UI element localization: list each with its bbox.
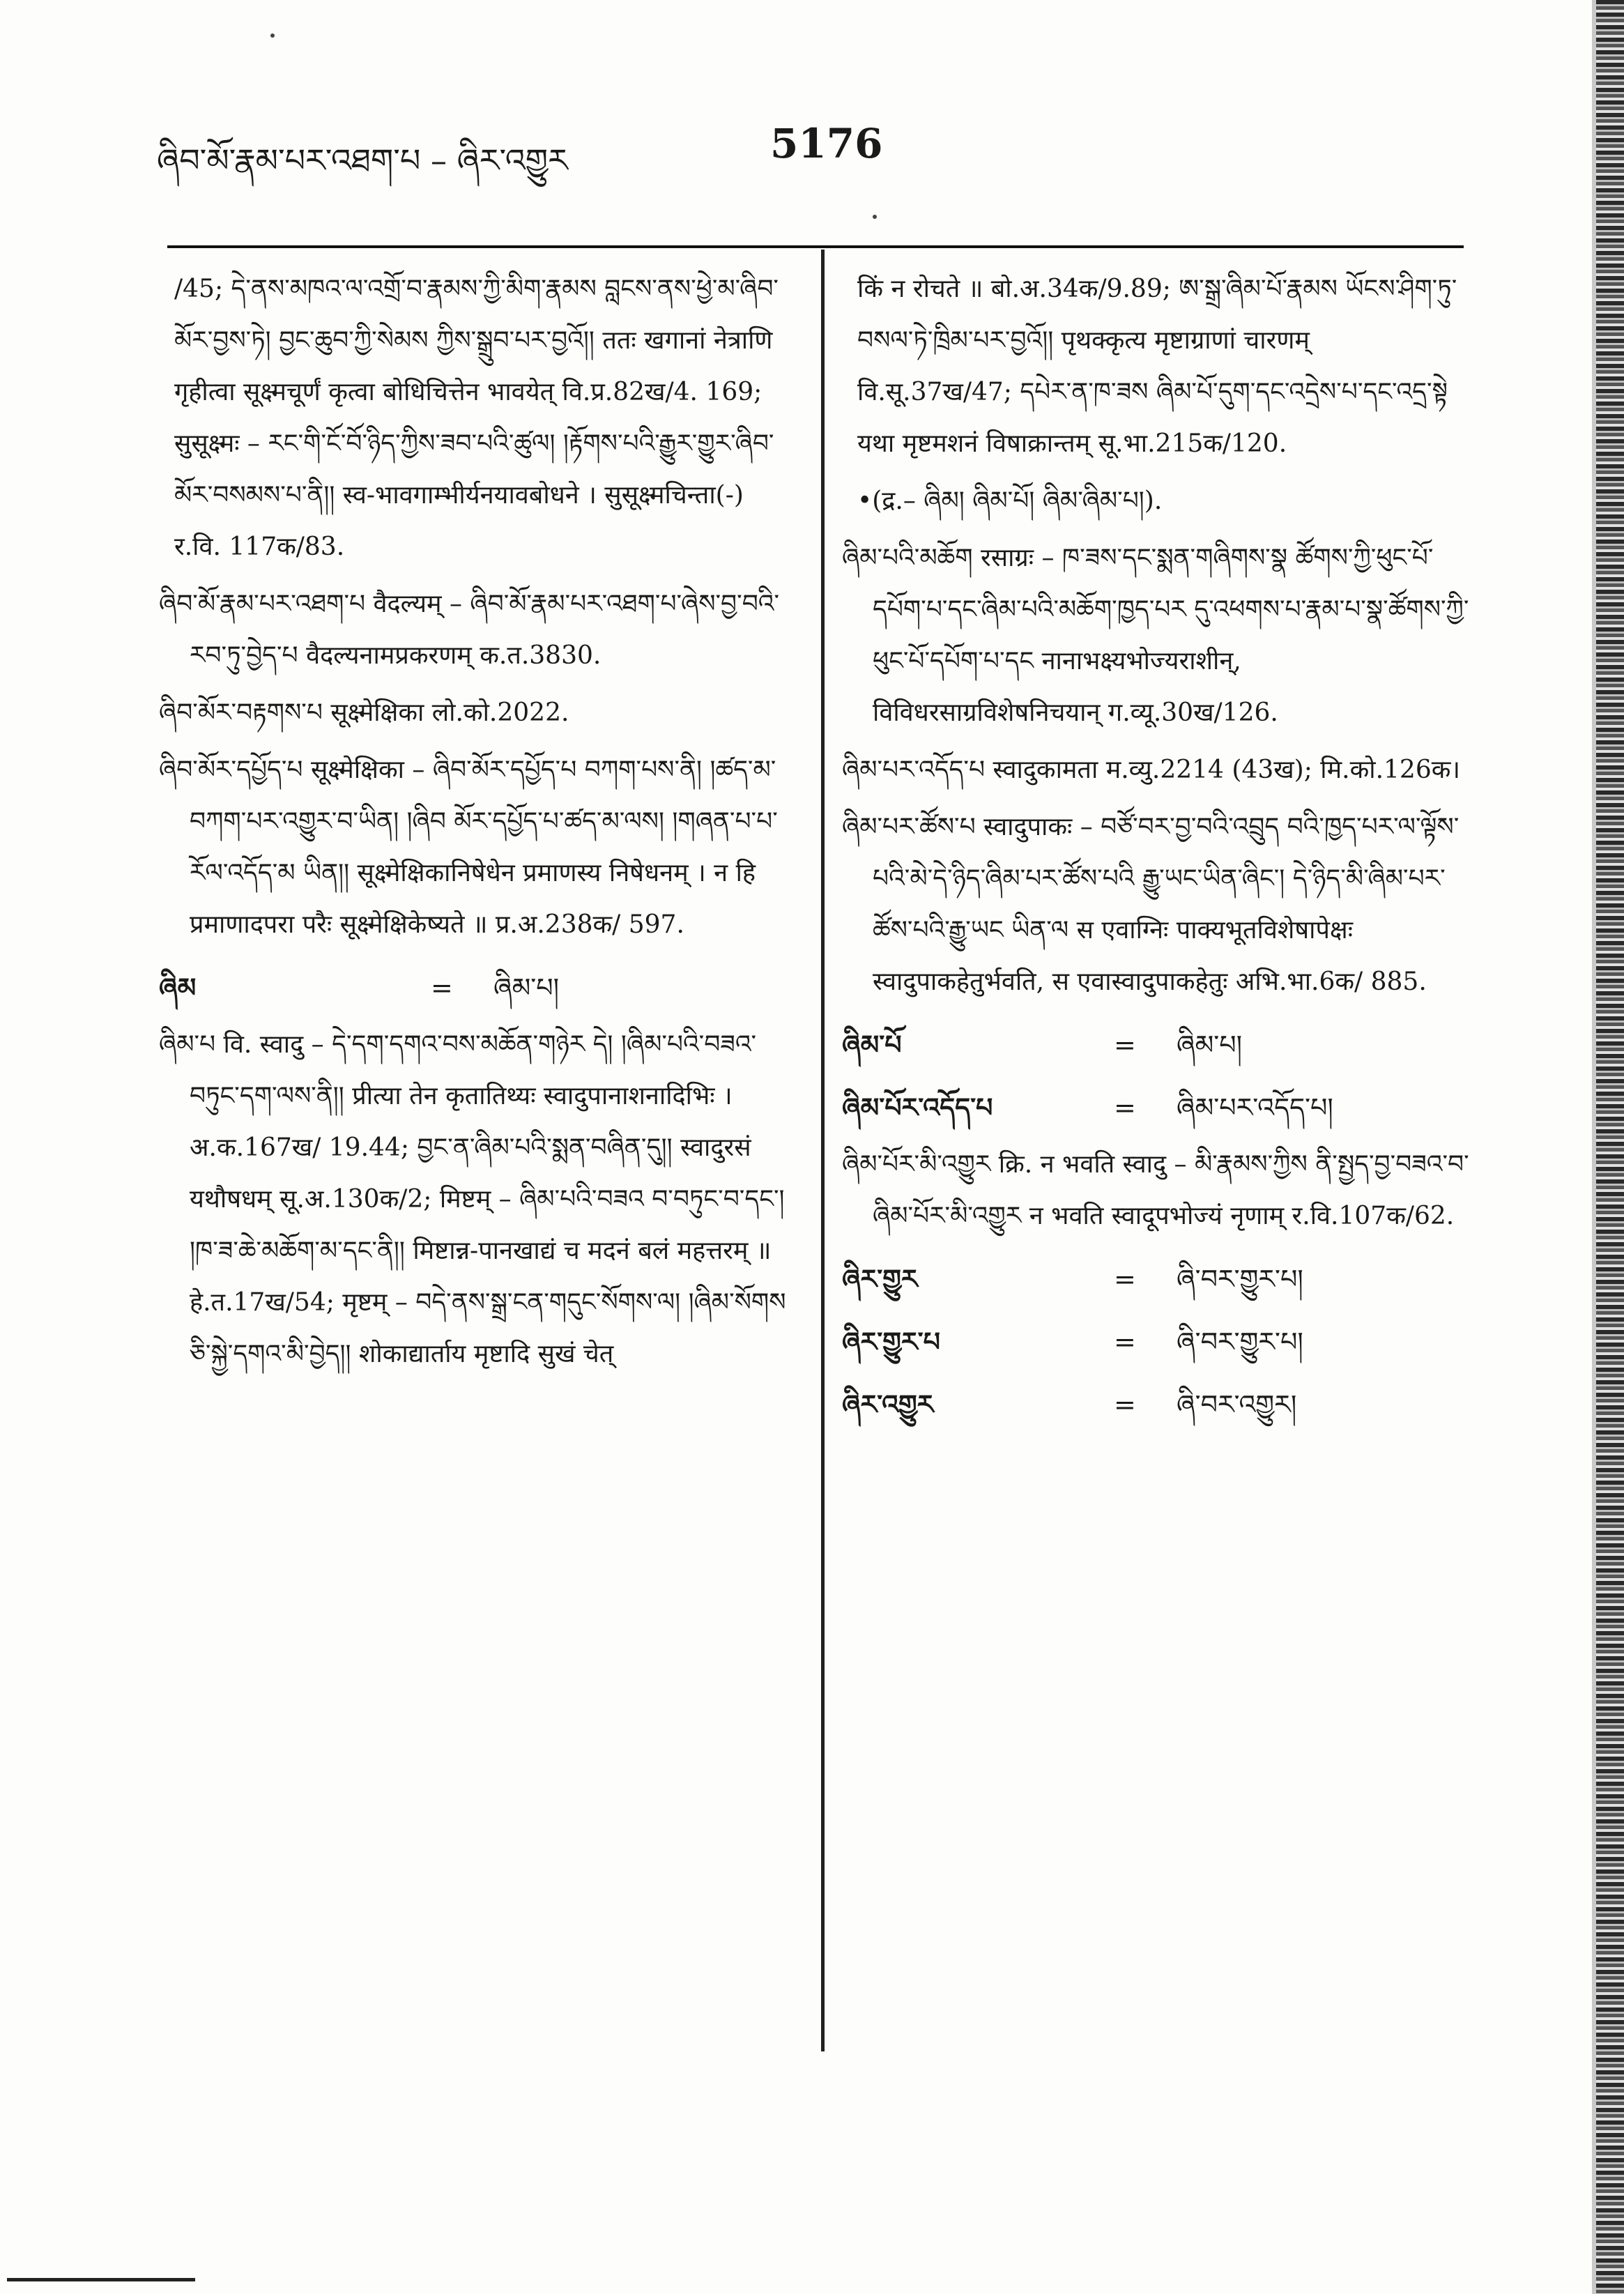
right-column	[842, 263, 1469, 2055]
cross-reference-target: ཞི་བར་འགྱུར།	[1177, 1389, 1297, 1420]
dictionary-entry: ཞིབ་མོར་བརྟགས་པ सूक्ष्मेक्षिका लो.को.2022.	[159, 698, 569, 727]
scan-speck	[270, 33, 275, 38]
cross-reference-target: ཞིམ་པ།	[493, 972, 560, 1003]
entry-headword: ཞིམ་པོ	[842, 1029, 902, 1060]
entry-headword: ཞིར་གྱུར་པ	[842, 1326, 941, 1357]
cross-reference-entry	[842, 1076, 1469, 1139]
cross-reference-entry	[842, 1373, 1469, 1436]
entry-continuation: किं न रोचते ॥ बो.अ.34क/9.89; ཨ་སྒྲ་ཞིམ་པོ་རྣམས ཡོངས་ཤིག་ཏུ་བསལ་ཏེ་ཁྲིམ་པར་བྱའོ།། पृथक्कृत्य मृष्टाग्राणां चारणम् वि.सू.37ख/47; དཔེར་ན་ཁ་ཟས ཞིམ་པོ་དུག་དང་འདྲེས་པ་དང་འདྲ་སྟེ यथा मृष्टमशनं विषाक्रान्तम् सू.भा.215क/120.	[857, 275, 1457, 458]
scan-mark	[7, 2278, 195, 2281]
entry-continuation: /45; དེ་ནས་མཁའ་ལ་འགྲོ་བ་རྣམས་ཀྱི་མིག་རྣམས བླངས་ནས་ཕྱེ་མ་ཞིབ་མོར་བྱས་ཏེ། བྱང་ཆུབ་ཀྱི་སེམས ཀྱིས་སྒྲུབ་པར་བྱའོ།། ततः खगानां नेत्राणि गृहीत्वा सूक्ष्मचूर्णं कृत्वा बोधिचित्तेन भावयेत् वि.प्र.82ख/4. 169; सुसूक्ष्मः – རང་གི་ངོ་བོ་ཉིད་ཀྱིས་ཟབ་པའི་ཚུལ། །རྟོགས་པའི་རྒྱུར་གྱུར་ཞིབ་མོར་བསམས་པ་ནི།། स्व-भावगाम्भीर्यनयावबोधने । सुसूक्ष्मचिन्ता(-) र.वि. 117क/83.	[174, 275, 779, 561]
entry-headword: ཞིར་འགྱུར	[842, 1389, 934, 1420]
cross-reference-target: ཞིམ་པ།	[1177, 1030, 1243, 1060]
dictionary-entry: ཞིམ་པོར་མི་འགྱུར क्रि. न भवति स्वादु – མི་རྣམས་ཀྱིས ནི་སྤྱད་བྱ་བཟའ་བ་ཞིམ་པོར་མི་འགྱུར न भवति स्वादूपभोज्यं नृणाम् र.वि.107क/62.	[842, 1150, 1469, 1230]
entry-headword: ཞིར་གྱུར	[842, 1263, 918, 1294]
cross-reference-target: ཞི་བར་གྱུར་པ།	[1177, 1326, 1303, 1357]
equals-sign: =	[1114, 1326, 1136, 1357]
dictionary-entry: ཞིམ་པར་ཚོས་པ स्वादुपाकः – བཙོ་བར་བྱ་བའི་འབྲུད བའི་ཁྱད་པར་ལ་ལྟོས་པའི་མེ་དེ་ཉིད་ཞིམ་པར་ཚོས་པའི རྒྱུ་ཡང་ཡིན་ཞིང་། དེ་ཉིད་མི་ཞིམ་པར་ཚོས་པའི་རྒྱུ་ཡང ཡིན་ལ स एवाग्निः पाक्यभूतविशेषापेक्षः स्वादुपाकहेतुर्भवति, स एवास्वादुपाकहेतुः अभि.भा.6क/ 885.	[842, 813, 1460, 996]
header-rule	[167, 245, 1464, 248]
cross-reference-target: ཞི་བར་གྱུར་པ།	[1177, 1264, 1303, 1294]
entry-headword: ཞིམ	[159, 972, 197, 1003]
entry-headword: ཞིམ་པོར་འདོད་པ	[842, 1092, 993, 1123]
dictionary-entry: ཞིམ་པར་འདོད་པ स्वादुकामता म.व्यु.2214 (43ख); मि.को.126क।	[842, 756, 1461, 784]
equals-sign: =	[1114, 1264, 1136, 1294]
cross-reference-entry	[159, 956, 795, 1019]
scan-edge	[1596, 0, 1624, 2294]
equals-sign: =	[1114, 1030, 1136, 1060]
dictionary-entry: ཞིབ་མོ་རྣམ་པར་འཐག་པ वैदल्यम् – ཞིབ་མོ་རྣམ་པར་འཐག་པ་ཞེས་བྱ་བའི་རབ་ཏུ་བྱེད་པ वैदल्यनामप्रकरणम् क.त.3830.	[159, 590, 780, 670]
cross-reference-entry	[842, 1248, 1469, 1310]
page-number: 5176	[770, 120, 883, 167]
running-header: ཞིབ་མོ་རྣམ་པར་འཐག་པ – ཞིར་འགྱུར	[157, 142, 568, 179]
dictionary-entry: ཞིམ་པའི་མཆོག रसाग्रः – ཁ་ཟས་དང་སྨན་གཞིགས་སྣ ཚོགས་ཀྱི་ཕུང་པོ་དཔོག་པ་དང་ཞིམ་པའི་མཆོག་ཁྱད་པར དུ་འཕགས་པ་རྣམ་པ་སྣ་ཚོགས་ཀྱི་ཕུང་པོ་དཔོག་པ་དང नानाभक्ष्यभोज्यराशीन्, विविधरसाग्रविशेषनिचयान् ग.व्यू.30ख/126.	[842, 544, 1469, 727]
dictionary-entry: ཞིམ་པ वि. स्वादु – དེ་དག་དགའ་བས་མཆོན་གཉེར དེ། །ཞིམ་པའི་བཟའ་བཏུང་དག་ལས་ནི།། प्रीत्या तेन कृतातिथ्यः स्वादुपानाशनादिभिः । अ.क.167ख/ 19.44; བྱང་ན་ཞིམ་པའི་སྨན་བཞིན་དུ།། स्वादुरसं यथौषधम् सू.अ.130क/2; मिष्टम् – ཞིམ་པའི་བཟའ བ་བཏུང་བ་དང་། །ཁ་ཟ་ཆེ་མཆོག་མ་དང་ནི།། मिष्टान्न-पानखाद्यं च मदनं बलं महत्तरम् ॥ हे.त.17ख/54; मृष्टम् – བདེ་ནས་སྒྲ་ངན་གདུང་སོགས་ལ། །ཞིམ་སོགས ཅི་སྐྱེ་དགའ་མི་བྱེད།། शोकाद्यार्ताय मृष्टादि सुखं चेत्	[159, 1030, 786, 1368]
cross-reference-entry	[842, 1310, 1469, 1373]
column-divider	[821, 250, 825, 2051]
left-column	[159, 263, 795, 2055]
equals-sign: =	[1114, 1092, 1136, 1123]
entry-continuation: •(द्र.– ཞིམ། ཞིམ་པོ། ཞིམ་ཞིམ་པ།).	[857, 487, 1163, 515]
scan-speck	[873, 215, 877, 219]
equals-sign: =	[1114, 1389, 1136, 1420]
cross-reference-entry	[842, 1014, 1469, 1076]
cross-reference-target: ཞིམ་པར་འདོད་པ།	[1177, 1092, 1333, 1123]
dictionary-entry: ཞིབ་མོར་དཔྱོད་པ सूक्ष्मेक्षिका – ཞིབ་མོར་དཔྱོད་པ བཀག་པས་ནི། །ཚད་མ་བཀག་པར་འགྱུར་བ་ཡིན། །ཞིབ མོར་དཔྱོད་པ་ཚད་མ་ལས། །གཞན་པ་པ་རོལ་འདོད་མ ཡིན།། सूक्ष्मेक्षिकानिषेधेन प्रमाणस्य निषेधनम् । न हि प्रमाणादपरा परैः सूक्ष्मेक्षिकेष्यते ॥ प्र.अ.238क/ 597.	[159, 756, 778, 939]
equals-sign: =	[431, 972, 453, 1003]
